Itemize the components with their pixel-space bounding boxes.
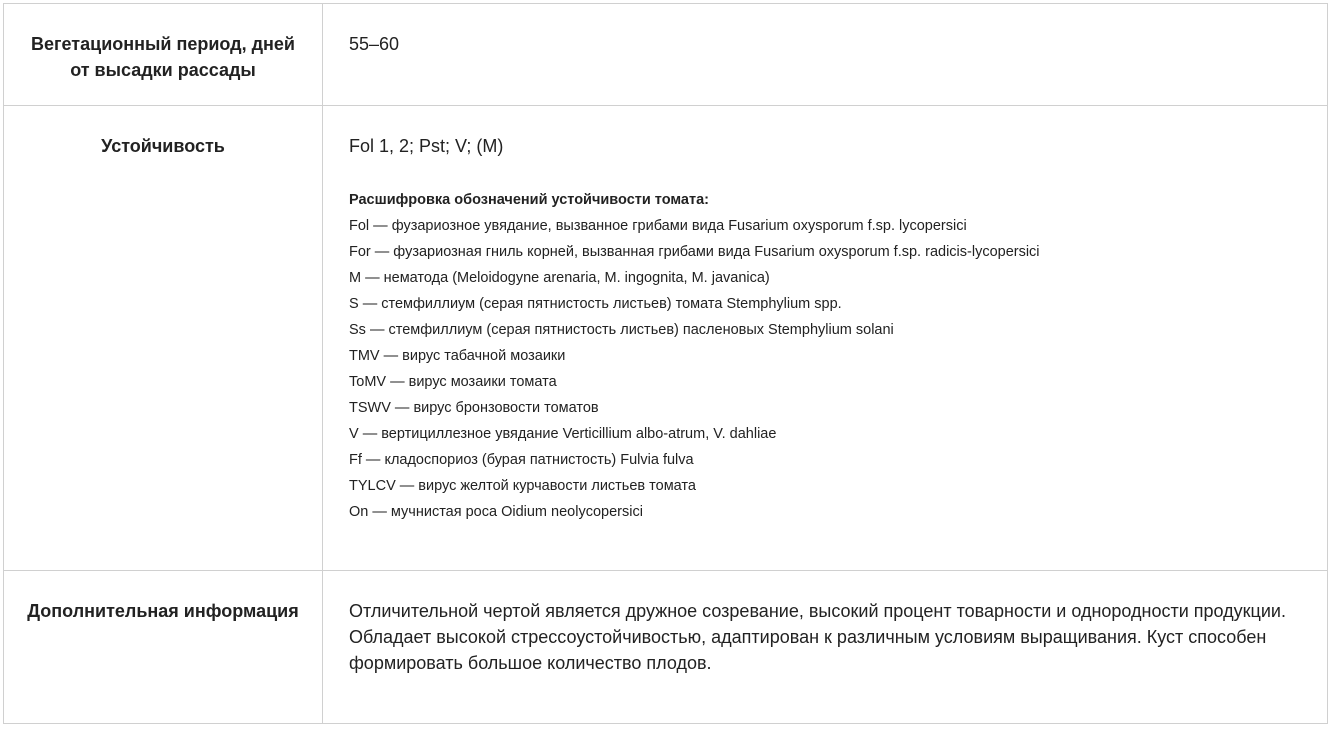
table-row-vegetation-period [4,4,1328,106]
table-row-resistance [4,106,1328,571]
legend-item: On — мучнистая роса Oidium neolycopersici [349,504,643,520]
vegetation-period-label: Вегетационный период, дней от высадки рассады [31,34,295,80]
resistance-legend [349,187,1307,525]
legend-item: M — нематода (Meloidogyne arenaria, M. ingognita, M. javanica) [349,270,770,286]
row-label-cell [4,571,323,724]
legend-item: For — фузариозная гниль корней, вызванная грибами вида Fusarium oxysporum f.sp. radicis-lycopersici [349,244,1040,260]
row-value-cell [323,106,1328,571]
row-value-cell [323,571,1328,724]
row-value-cell [323,4,1328,106]
row-label-cell [4,106,323,571]
table-row-additional-info [4,571,1328,724]
resistance-label: Устойчивость [101,136,225,156]
additional-info-value: Отличительной чертой является дружное созревание, высокий процент товарности и однородности продукции. Обладает высокой стрессоустойчивостью, адаптирован к различным условиям выращивания. Куст способен формировать большое количество плодов. [349,601,1286,673]
legend-title: Расшифровка обозначений устойчивости томата: [349,192,709,208]
legend-item: Fol — фузариозное увядание, вызванное грибами вида Fusarium oxysporum f.sp. lycopersici [349,218,967,234]
legend-item: TSWV — вирус бронзовости томатов [349,400,599,416]
legend-item: ToMV — вирус мозаики томата [349,374,557,390]
legend-item: S — стемфиллиум (серая пятнистость листьев) томата Stemphylium spp. [349,296,842,312]
vegetation-period-value: 55–60 [349,34,400,54]
characteristics-table [3,3,1328,724]
legend-item: Ss — стемфиллиум (серая пятнистость листьев) пасленовых Stemphylium solani [349,322,894,338]
additional-info-label: Дополнительная информация [27,601,299,621]
legend-item: Ff — кладоспориоз (бурая патнистость) Fulvia fulva [349,452,694,468]
legend-item: TMV — вирус табачной мозаики [349,348,566,364]
row-label-cell [4,4,323,106]
legend-item: V — вертициллезное увядание Verticillium albo-atrum, V. dahliae [349,426,777,442]
resistance-value: Fol 1, 2; Pst; V; (M) [349,136,504,156]
legend-item: TYLCV — вирус желтой курчавости листьев томата [349,478,696,494]
